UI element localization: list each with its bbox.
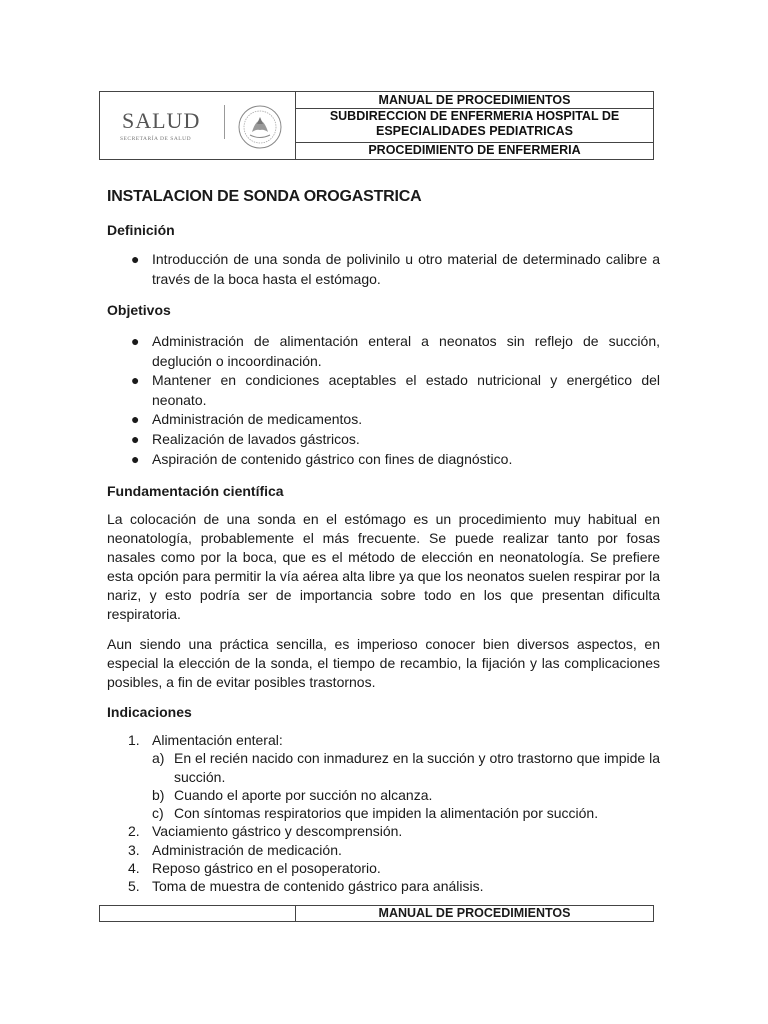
list-item: b) Cuando el aporte por succión no alcanza. <box>152 786 433 803</box>
logo-cell <box>100 92 296 159</box>
logo-divider <box>224 105 225 139</box>
objetivos-heading: Objetivos <box>107 302 171 318</box>
fundamentacion-paragraph-1: La colocación de una sonda en el estómago es un procedimiento muy habitual en neonatología, probablemente el más frecuente. Se puede realizar tanto por fosas nasales como por la boca, que es el método de elección en neonatología. Se prefiere esta opción para permitir la vía aérea alta libre ya que los neonatos suelen respirar por la nariz, y esto podría ser de importancia sobre todo en los que presentan dificulta respiratoria. <box>107 511 660 622</box>
definicion-list <box>107 250 660 289</box>
footer-table <box>99 905 654 922</box>
fundamentacion-heading: Fundamentación científica <box>107 483 284 499</box>
list-item: ● Aspiración de contenido gástrico con fines de diagnóstico. <box>131 450 513 467</box>
header-subdireccion-line1: SUBDIRECCION DE ENFERMERIA HOSPITAL DE <box>329 109 620 123</box>
list-item: 4. Reposo gástrico en el posoperatorio. <box>128 860 381 877</box>
indicaciones-list <box>107 731 660 896</box>
header-subdireccion-line2: ESPECIALIDADES PEDIATRICAS <box>375 124 573 138</box>
list-item: 2. Vaciamiento gástrico y descomprensión. <box>128 823 403 840</box>
document-title: INSTALACION DE SONDA OROGASTRICA <box>107 188 422 205</box>
header-table <box>99 91 654 160</box>
list-item: ● Introducción de una sonda de polivinilo u otro material de determinado calibre a través de la boca hasta el estómago. <box>131 251 660 287</box>
footer-logo-cell <box>100 906 296 921</box>
list-item: ● Administración de medicamentos. <box>131 411 363 428</box>
list-item: 3. Administración de medicación. <box>128 841 342 858</box>
list-item: ● Administración de alimentación enteral a neonatos sin reflejo de succión, deglución o incoordinación. <box>131 333 660 369</box>
list-item: c) Con síntomas respiratorios que impiden la alimentación por succión. <box>152 805 599 822</box>
fundamentacion-paragraph-2: Aun siendo una práctica sencilla, es imperioso conocer bien diversos aspectos, en especial la elección de la sonda, el tiempo de recambio, la fijación y las complicaciones posibles, a fin de evitar posibles trastornos. <box>107 636 660 690</box>
list-item: 5. Toma de muestra de contenido gástrico para análisis. <box>128 878 484 895</box>
list-item: ● Mantener en condiciones aceptables el estado nutricional y energético del neonato. <box>131 372 660 408</box>
salud-logo-text: SALUD <box>122 108 201 133</box>
objetivos-list <box>107 332 660 469</box>
list-item: 1. Alimentación enteral: <box>128 732 283 748</box>
definicion-heading: Definición <box>107 222 175 238</box>
list-item: a) En el recién nacido con inmadurez en la succión y otro trastorno que impide la succión. <box>152 750 660 785</box>
mexico-seal-icon <box>237 104 283 150</box>
footer-manual-title: MANUAL DE PROCEDIMIENTOS <box>378 906 571 920</box>
salud-logo-subtext: SECRETARÍA DE SALUD <box>120 136 192 142</box>
header-procedimiento: PROCEDIMIENTO DE ENFERMERIA <box>368 143 581 157</box>
indicaciones-heading: Indicaciones <box>107 704 192 720</box>
header-subdireccion <box>296 109 653 143</box>
list-item: ● Realización de lavados gástricos. <box>131 430 360 447</box>
header-manual-title: MANUAL DE PROCEDIMIENTOS <box>296 93 653 109</box>
